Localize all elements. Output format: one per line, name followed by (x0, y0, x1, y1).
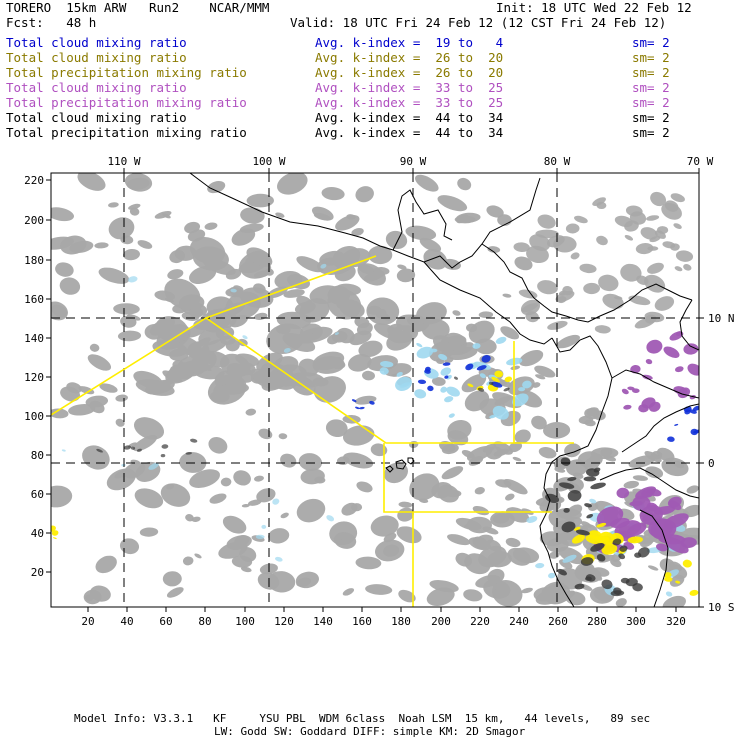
gray-cloud (455, 216, 476, 224)
legend-field: Total cloud mixing ratio (6, 35, 187, 50)
legend-smooth: sm= 2 (632, 80, 670, 95)
bottom-tick-label: 300 (626, 615, 646, 628)
legend-field: Total precipitation mixing ratio (6, 95, 247, 110)
model-physics: LW: Godd SW: Goddard DIFF: simple KM: 2D Smagor (214, 725, 526, 738)
bottom-tick-label: 160 (352, 615, 372, 628)
left-tick-label: 20 (30, 566, 44, 579)
left-tick-label: 100 (24, 410, 44, 423)
legend-kindex: Avg. k-index = 44 to 34 (315, 125, 504, 140)
legend-smooth: sm= 2 (632, 35, 670, 50)
right-tick-label: 0 (708, 457, 715, 470)
left-tick-label: 120 (24, 371, 44, 384)
left-tick-label: 200 (24, 214, 44, 227)
bottom-tick-label: 220 (470, 615, 490, 628)
left-tick-label: 140 (24, 332, 44, 345)
top-tick-label: 90 W (399, 155, 427, 168)
top-tick-label: 100 W (252, 155, 286, 168)
bottom-tick-label: 280 (587, 615, 607, 628)
init-time: Init: 18 UTC Wed 22 Feb 12 (496, 0, 692, 15)
legend-smooth: sm= 2 (632, 125, 670, 140)
legend-kindex: Avg. k-index = 44 to 34 (315, 110, 504, 125)
valid-time: Valid: 18 UTC Fri 24 Feb 12 (12 CST Fri 24 Feb 12) (290, 15, 667, 30)
left-tick-label: 160 (24, 293, 44, 306)
left-tick-label: 80 (30, 449, 44, 462)
bottom-tick-label: 20 (81, 615, 95, 628)
legend-kindex: Avg. k-index = 19 to 4 (315, 35, 504, 50)
gray-cloud (189, 307, 203, 318)
legend-kindex: Avg. k-index = 26 to 20 (315, 65, 504, 80)
left-tick-label: 60 (30, 488, 44, 501)
legend-smooth: sm= 2 (632, 95, 670, 110)
bottom-tick-label: 120 (274, 615, 294, 628)
legend-field: Total cloud mixing ratio (6, 80, 187, 95)
legend-smooth: sm= 2 (632, 110, 670, 125)
legend-kindex: Avg. k-index = 26 to 20 (315, 50, 504, 65)
forecast-hour: Fcst: 48 h (6, 15, 97, 30)
right-tick-label: 10 S (708, 601, 735, 614)
model-title: TORERO 15km ARW Run2 NCAR/MMM (6, 0, 270, 15)
bottom-tick-label: 260 (548, 615, 568, 628)
model-info: Model Info: V3.3.1 KF YSU PBL WDM 6class Noah LSM 15 km, 44 levels, 89 sec (74, 712, 651, 725)
legend-smooth: sm= 2 (632, 50, 670, 65)
purple-cloud (638, 404, 649, 412)
bottom-tick-label: 60 (159, 615, 173, 628)
bottom-tick-label: 320 (666, 615, 686, 628)
legend-field: Total cloud mixing ratio (6, 50, 187, 65)
top-tick-label: 110 W (107, 155, 141, 168)
left-tick-label: 40 (30, 527, 44, 540)
bottom-tick-label: 200 (431, 615, 451, 628)
legend-kindex: Avg. k-index = 33 to 25 (315, 80, 504, 95)
legend-smooth: sm= 2 (632, 65, 670, 80)
legend-field: Total precipitation mixing ratio (6, 65, 247, 80)
right-tick-label: 10 N (708, 312, 735, 325)
bottom-tick-label: 100 (235, 615, 255, 628)
bottom-tick-label: 140 (313, 615, 333, 628)
left-tick-label: 220 (24, 174, 44, 187)
top-tick-label: 70 W (686, 155, 714, 168)
top-tick-label: 80 W (543, 155, 571, 168)
legend-field: Total cloud mixing ratio (6, 110, 187, 125)
legend-kindex: Avg. k-index = 33 to 25 (315, 95, 504, 110)
bottom-tick-label: 80 (198, 615, 212, 628)
bottom-tick-label: 40 (120, 615, 134, 628)
legend-field: Total precipitation mixing ratio (6, 125, 247, 140)
left-tick-label: 180 (24, 254, 44, 267)
bottom-tick-label: 240 (509, 615, 529, 628)
bottom-tick-label: 180 (391, 615, 411, 628)
